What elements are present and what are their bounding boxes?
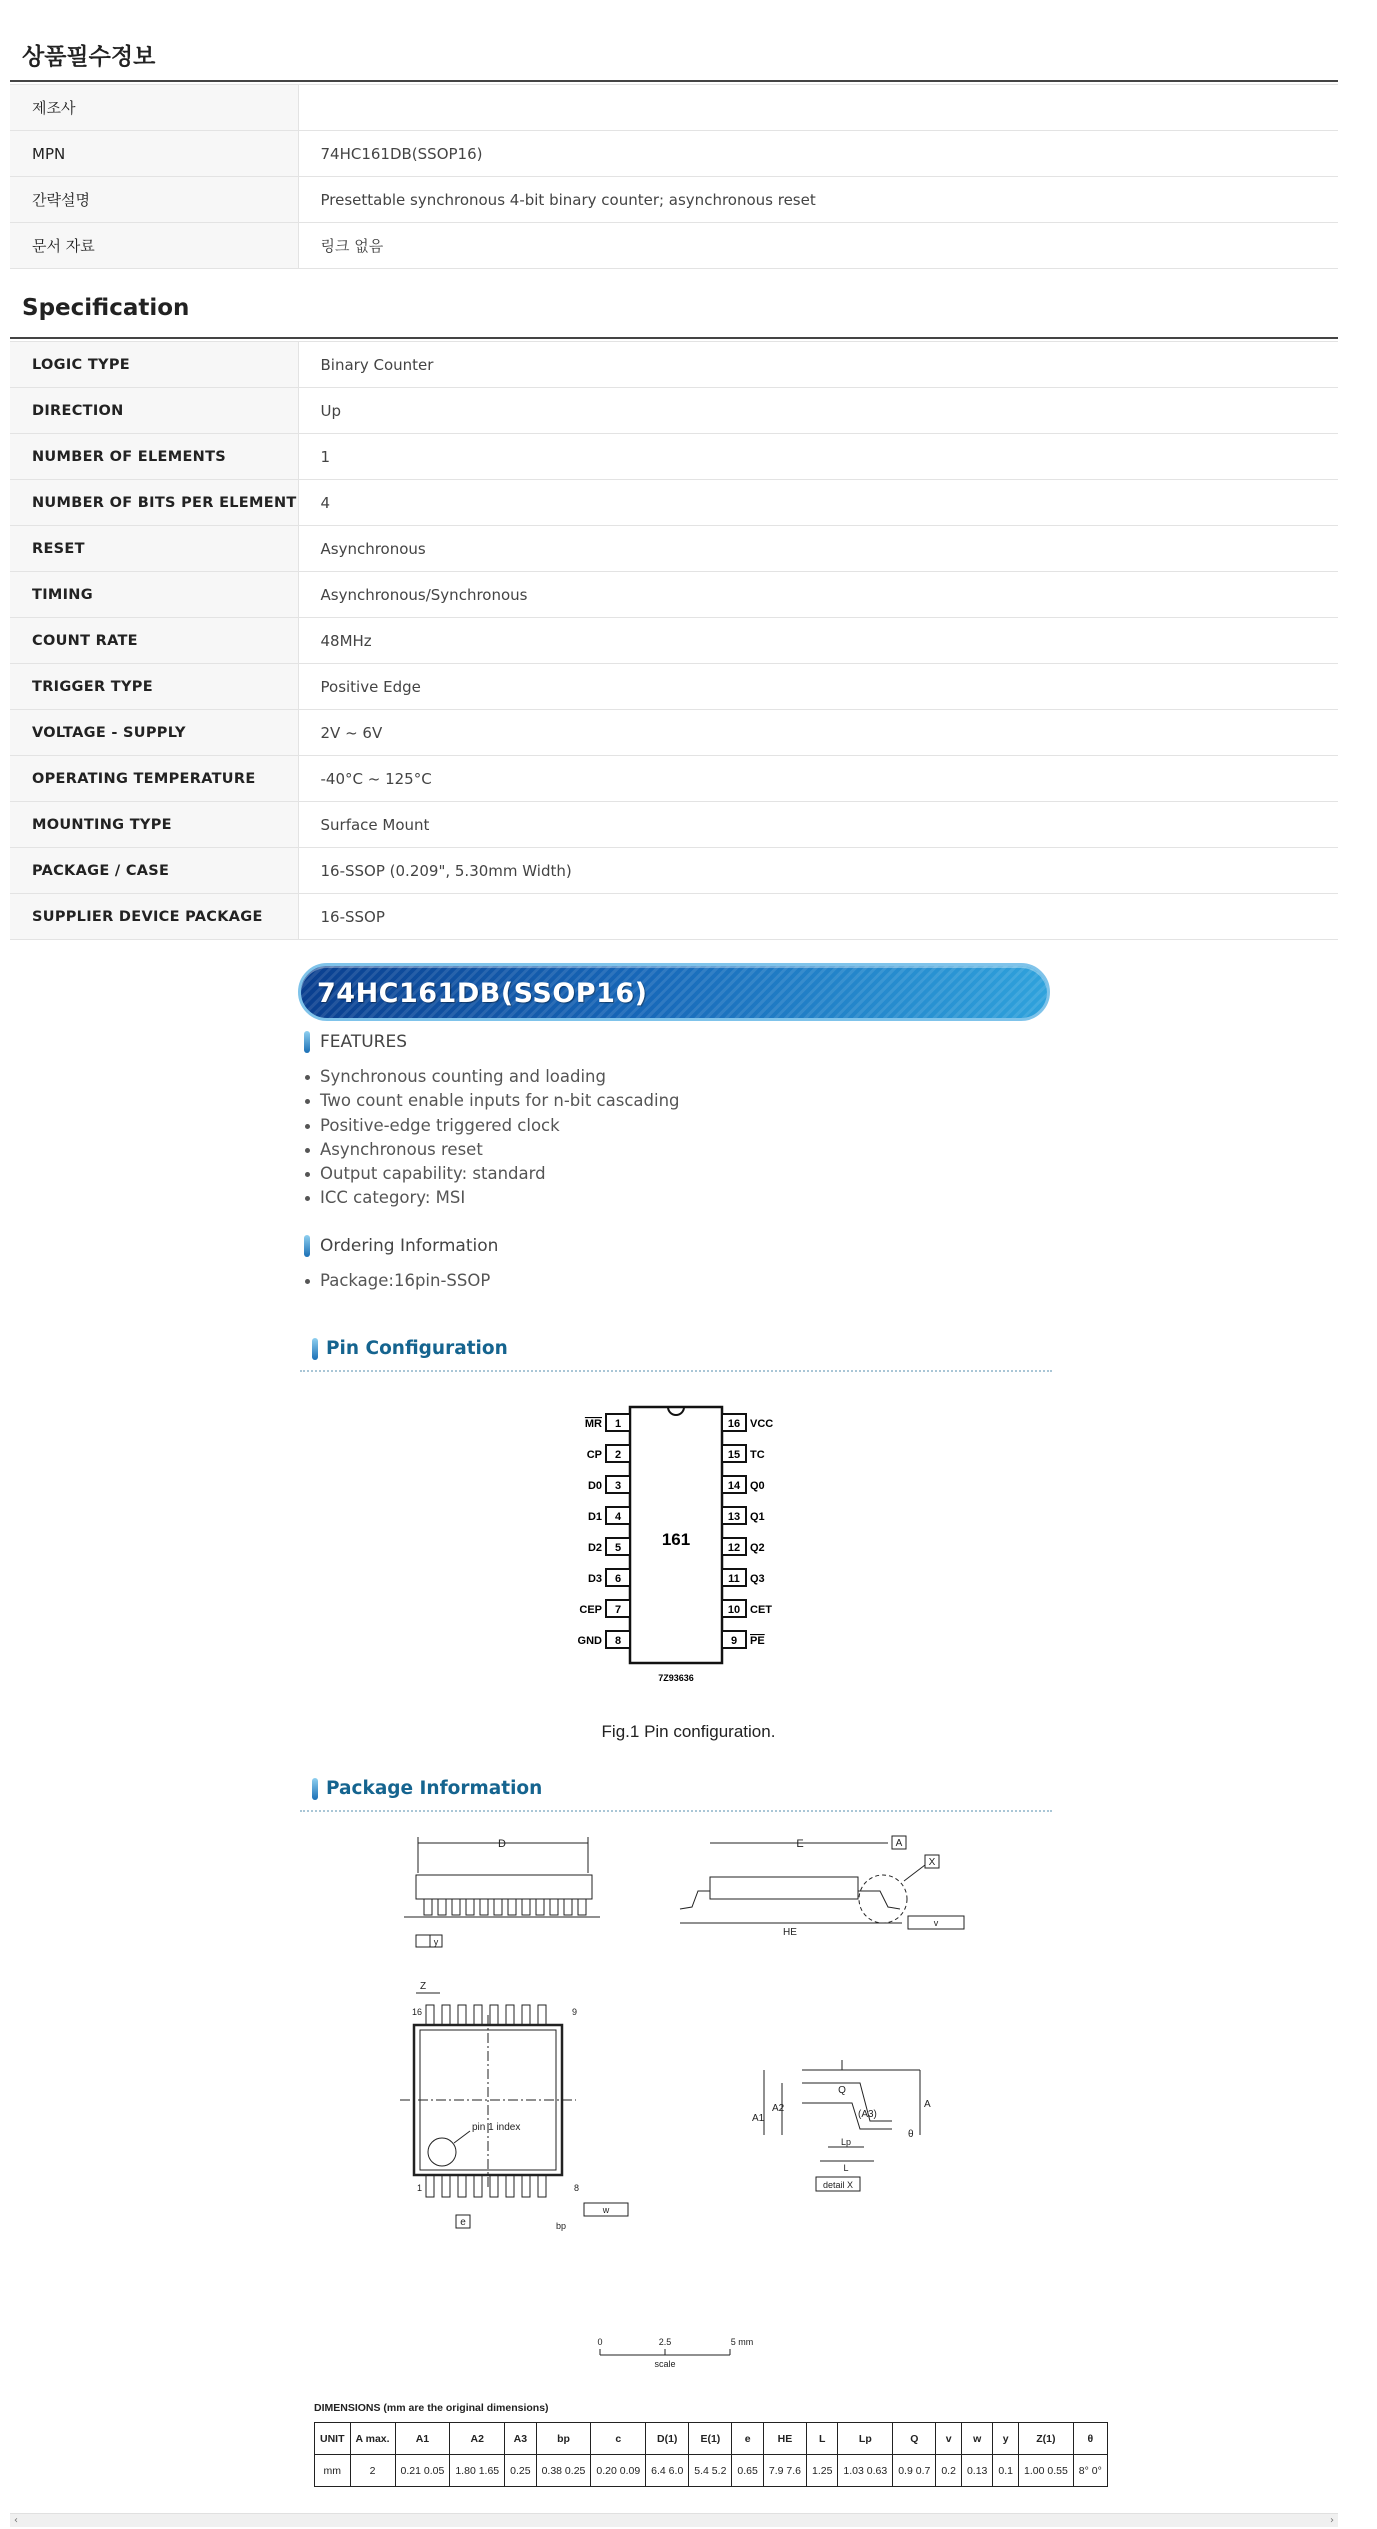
- pin-5: [588, 1538, 630, 1555]
- svg-text:14: 14: [727, 1480, 741, 1492]
- table-row: [10, 894, 1338, 940]
- horizontal-scrollbar[interactable]: [10, 2513, 1338, 2527]
- specification-title: Specification: [22, 295, 190, 321]
- table-row: [10, 342, 1338, 388]
- pin-15: [722, 1445, 765, 1462]
- dim-value: 0.2: [936, 2455, 962, 2487]
- svg-text:HE: HE: [783, 1927, 797, 1938]
- svg-text:Q1: Q1: [750, 1511, 765, 1523]
- table-row: [10, 85, 1338, 131]
- spec-value: Binary Counter: [298, 342, 1338, 388]
- svg-text:16: 16: [727, 1418, 741, 1430]
- spec-key: NUMBER OF BITS PER ELEMENT: [10, 480, 298, 526]
- dotted-divider: [300, 1810, 1052, 1812]
- svg-text:A2: A2: [772, 2103, 785, 2114]
- spec-key: PACKAGE / CASE: [10, 848, 298, 894]
- list-item: Synchronous counting and loading: [304, 1065, 680, 1089]
- table-row: [10, 756, 1338, 802]
- row-key: 제조사: [10, 85, 298, 131]
- dim-value: 0.13: [961, 2455, 992, 2487]
- dim-header: c: [591, 2423, 646, 2455]
- svg-text:5 mm: 5 mm: [730, 2337, 754, 2347]
- svg-text:L: L: [843, 2163, 849, 2173]
- spec-key: DIRECTION: [10, 388, 298, 434]
- dim-header: bp: [536, 2423, 591, 2455]
- right-pins: [722, 1414, 773, 1648]
- pin-16: [722, 1414, 773, 1431]
- svg-text:E: E: [796, 1838, 804, 1850]
- svg-text:8: 8: [574, 2183, 580, 2193]
- svg-text:2.5: 2.5: [658, 2337, 672, 2347]
- svg-text:pin 1 index: pin 1 index: [472, 2122, 521, 2133]
- spec-key: SUPPLIER DEVICE PACKAGE: [10, 894, 298, 940]
- spec-key: TRIGGER TYPE: [10, 664, 298, 710]
- svg-text:D1: D1: [587, 1511, 602, 1523]
- spec-value: Up: [298, 388, 1338, 434]
- spec-key: MOUNTING TYPE: [10, 802, 298, 848]
- svg-text:GND: GND: [577, 1635, 602, 1647]
- table-row: [10, 802, 1338, 848]
- svg-text:MR: MR: [584, 1418, 602, 1430]
- pin-10: [722, 1600, 772, 1617]
- pin-config-heading: Pin Configuration: [312, 1338, 508, 1359]
- svg-text:VCC: VCC: [750, 1418, 774, 1430]
- features-list: [304, 1065, 680, 1211]
- package-info-heading: Package Information: [312, 1778, 542, 1799]
- table-row: [10, 572, 1338, 618]
- svg-text:Lp: Lp: [840, 2137, 852, 2147]
- dim-header: A max.: [350, 2423, 395, 2455]
- pin-7: [579, 1600, 630, 1617]
- pin-1: [585, 1414, 630, 1431]
- svg-text:7: 7: [614, 1604, 622, 1616]
- svg-text:D2: D2: [587, 1542, 602, 1554]
- svg-text:X: X: [928, 1857, 936, 1868]
- list-item: Positive-edge triggered clock: [304, 1114, 680, 1138]
- dimensions-table: [314, 2422, 1108, 2487]
- product-banner: [298, 963, 1050, 1021]
- pin-6: [588, 1569, 630, 1586]
- svg-text:Q: Q: [838, 2085, 846, 2096]
- table-row: [10, 526, 1338, 572]
- spec-key: OPERATING TEMPERATURE: [10, 756, 298, 802]
- svg-text:10: 10: [727, 1604, 741, 1616]
- spec-value: Asynchronous/Synchronous: [298, 572, 1338, 618]
- pin-2: [587, 1445, 630, 1462]
- spec-value: 2V ~ 6V: [298, 710, 1338, 756]
- dim-header: A1: [395, 2423, 450, 2455]
- spec-value: -40°C ~ 125°C: [298, 756, 1338, 802]
- dim-header: w: [961, 2423, 992, 2455]
- pin-11: [722, 1569, 765, 1586]
- svg-text:16: 16: [412, 2007, 423, 2017]
- pin-9: [722, 1631, 765, 1648]
- row-key: 간략설명: [10, 177, 298, 223]
- dim-header: Z(1): [1019, 2423, 1074, 2455]
- svg-text:θ: θ: [908, 2129, 914, 2140]
- row-value: [298, 85, 1338, 131]
- list-item: Asynchronous reset: [304, 1138, 680, 1162]
- dim-header: v: [936, 2423, 962, 2455]
- dim-value: 8° 0°: [1073, 2455, 1107, 2487]
- spec-key: COUNT RATE: [10, 618, 298, 664]
- dim-value: 0.1: [993, 2455, 1019, 2487]
- list-item: ICC category: MSI: [304, 1186, 680, 1210]
- row-value: 74HC161DB(SSOP16): [298, 131, 1338, 177]
- row-key: MPN: [10, 131, 298, 177]
- dim-value: mm: [315, 2455, 351, 2487]
- chip-label: 161: [661, 1530, 691, 1549]
- svg-text:scale: scale: [654, 2359, 676, 2369]
- spec-value: Surface Mount: [298, 802, 1338, 848]
- svg-text:12: 12: [727, 1542, 741, 1554]
- svg-text:D0: D0: [587, 1480, 602, 1492]
- table-header-row: [315, 2423, 1108, 2455]
- dim-value: 6.4 6.0: [646, 2455, 689, 2487]
- dim-header: A2: [450, 2423, 505, 2455]
- spec-key: LOGIC TYPE: [10, 342, 298, 388]
- svg-text:9: 9: [730, 1635, 738, 1647]
- left-pins: [578, 1414, 630, 1648]
- svg-text:CET: CET: [750, 1604, 772, 1616]
- spec-value: Positive Edge: [298, 664, 1338, 710]
- svg-text:4: 4: [614, 1511, 622, 1523]
- table-row: [10, 848, 1338, 894]
- row-value: Presettable synchronous 4-bit binary counter; asynchronous reset: [298, 177, 1338, 223]
- product-banner-title: 74HC161DB(SSOP16): [317, 978, 648, 1009]
- svg-text:bp: bp: [556, 2221, 567, 2231]
- svg-text:15: 15: [727, 1449, 741, 1461]
- svg-text:y: y: [433, 1937, 439, 1947]
- dim-header: A3: [505, 2423, 536, 2455]
- dim-value: 7.9 7.6: [763, 2455, 806, 2487]
- dim-header: y: [993, 2423, 1019, 2455]
- row-key: 문서 자료: [10, 223, 298, 269]
- table-row: [10, 618, 1338, 664]
- required-info-title: 상품필수정보: [22, 44, 156, 70]
- list-item: Package:16pin-SSOP: [304, 1269, 490, 1293]
- row-value: 링크 없음: [298, 223, 1338, 269]
- svg-text:A: A: [895, 1838, 903, 1849]
- svg-text:PE: PE: [750, 1635, 765, 1647]
- dim-header: Q: [893, 2423, 936, 2455]
- features-heading: FEATURES: [304, 1032, 407, 1052]
- scroll-right-icon[interactable]: ›: [1330, 2515, 1334, 2526]
- dim-value: 0.9 0.7: [893, 2455, 936, 2487]
- ordering-heading: Ordering Information: [304, 1236, 498, 1256]
- pin-13: [722, 1507, 765, 1524]
- svg-text:Z: Z: [420, 1981, 427, 1992]
- dim-value: 0.25: [505, 2455, 536, 2487]
- spec-value: Asynchronous: [298, 526, 1338, 572]
- dim-header: L: [806, 2423, 837, 2455]
- section-divider: [10, 80, 1338, 82]
- svg-text:detail X: detail X: [822, 2180, 854, 2190]
- dim-value: 5.4 5.2: [689, 2455, 732, 2487]
- spec-value: 4: [298, 480, 1338, 526]
- spec-key: NUMBER OF ELEMENTS: [10, 434, 298, 480]
- svg-text:A: A: [924, 2099, 931, 2110]
- table-row: [10, 434, 1338, 480]
- dim-header: Lp: [838, 2423, 893, 2455]
- svg-text:CP: CP: [586, 1449, 602, 1461]
- dim-header: D(1): [646, 2423, 689, 2455]
- dimensions-title: DIMENSIONS (mm are the original dimensions): [314, 2402, 549, 2414]
- section-divider: [10, 337, 1338, 339]
- dim-value: 0.21 0.05: [395, 2455, 450, 2487]
- scroll-left-icon[interactable]: ‹: [14, 2515, 18, 2526]
- specification-table: [10, 341, 1338, 940]
- pin-3: [588, 1476, 630, 1493]
- table-row: [10, 480, 1338, 526]
- svg-text:v: v: [933, 1918, 939, 1928]
- table-row: [10, 131, 1338, 177]
- pin-14: [722, 1476, 765, 1493]
- svg-text:D3: D3: [587, 1573, 602, 1585]
- pin-12: [722, 1538, 765, 1555]
- svg-text:11: 11: [728, 1573, 740, 1585]
- svg-text:CEP: CEP: [579, 1604, 602, 1616]
- svg-text:Q2: Q2: [750, 1542, 765, 1554]
- svg-text:13: 13: [727, 1511, 741, 1523]
- dim-value: 2: [350, 2455, 395, 2487]
- drawing-code: 7Z93636: [658, 1673, 694, 1683]
- spec-value: 1: [298, 434, 1338, 480]
- svg-text:6: 6: [614, 1573, 622, 1585]
- dotted-divider: [300, 1370, 1052, 1372]
- table-row: [10, 177, 1338, 223]
- dim-value: 1.00 0.55: [1019, 2455, 1074, 2487]
- dim-value: 0.38 0.25: [536, 2455, 591, 2487]
- spec-key: VOLTAGE - SUPPLY: [10, 710, 298, 756]
- svg-text:e: e: [460, 2217, 466, 2228]
- svg-text:9: 9: [572, 2007, 578, 2017]
- dim-header: E(1): [689, 2423, 732, 2455]
- svg-text:0: 0: [597, 2337, 603, 2347]
- svg-text:Q3: Q3: [750, 1573, 765, 1585]
- table-row: [10, 710, 1338, 756]
- dim-header: UNIT: [315, 2423, 351, 2455]
- svg-text:A1: A1: [752, 2113, 765, 2124]
- table-row: [10, 223, 1338, 269]
- svg-text:1: 1: [416, 2183, 422, 2193]
- svg-text:2: 2: [614, 1449, 622, 1461]
- svg-text:w: w: [602, 2205, 610, 2215]
- dim-value: 1.03 0.63: [838, 2455, 893, 2487]
- dim-header: HE: [763, 2423, 806, 2455]
- required-info-table: [10, 84, 1338, 269]
- ordering-list: [304, 1269, 490, 1293]
- svg-text:3: 3: [614, 1480, 622, 1492]
- dim-value: 1.25: [806, 2455, 837, 2487]
- spec-value: 48MHz: [298, 618, 1338, 664]
- spec-key: RESET: [10, 526, 298, 572]
- table-row: [10, 664, 1338, 710]
- pin-configuration-diagram: [560, 1395, 820, 1695]
- dim-value: 1.80 1.65: [450, 2455, 505, 2487]
- dim-value: 0.65: [732, 2455, 763, 2487]
- spec-value: 16-SSOP: [298, 894, 1338, 940]
- list-item: Two count enable inputs for n-bit cascading: [304, 1089, 680, 1113]
- svg-text:(A3): (A3): [858, 2109, 877, 2120]
- svg-text:8: 8: [614, 1635, 622, 1647]
- package-outline-drawing: [380, 1825, 1000, 2385]
- table-row: [315, 2455, 1108, 2487]
- spec-key: TIMING: [10, 572, 298, 618]
- svg-text:D: D: [498, 1838, 506, 1850]
- svg-text:Q0: Q0: [750, 1480, 765, 1492]
- spec-value: 16-SSOP (0.209", 5.30mm Width): [298, 848, 1338, 894]
- table-row: [10, 388, 1338, 434]
- svg-text:5: 5: [614, 1542, 622, 1554]
- svg-text:1: 1: [614, 1418, 622, 1430]
- pin-8: [578, 1631, 630, 1648]
- figure-caption: Fig.1 Pin configuration.: [601, 1722, 776, 1741]
- list-item: Output capability: standard: [304, 1162, 680, 1186]
- dim-header: θ: [1073, 2423, 1107, 2455]
- dim-header: e: [732, 2423, 763, 2455]
- pin-4: [588, 1507, 630, 1524]
- dim-value: 0.20 0.09: [591, 2455, 646, 2487]
- svg-text:TC: TC: [750, 1449, 765, 1461]
